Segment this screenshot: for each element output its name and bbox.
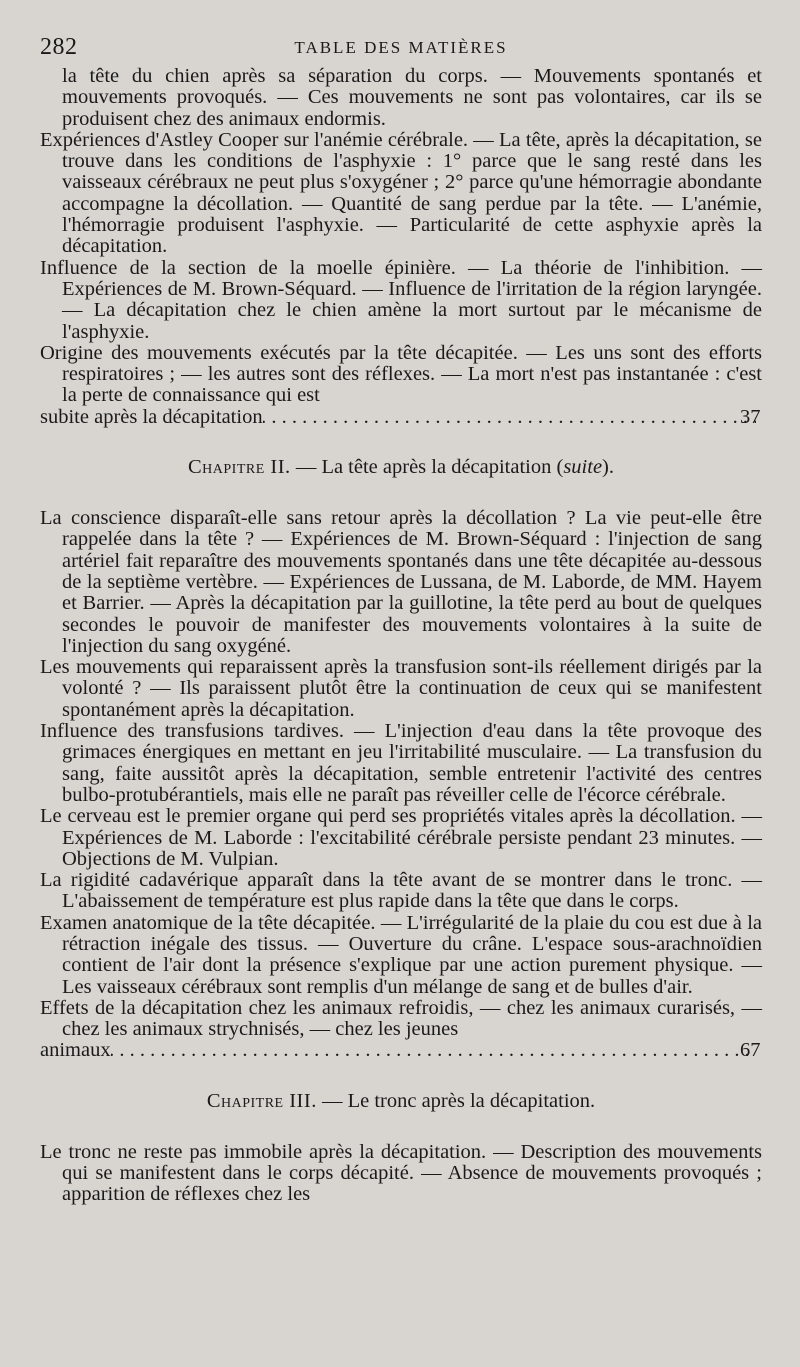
chapter-label: Chapitre II.: [188, 456, 291, 479]
toc-leader-line: [40, 405, 762, 428]
toc-paragraph: Les mouvements qui reparaissent après la transfusion sont-ils réellement dirigés par la volonté ? — Ils paraissent plutôt être la continuation de ceux qui se manifestent spontanément après la décapitation.: [40, 656, 762, 721]
toc-page-number: 37: [740, 405, 761, 428]
running-title: TABLE DES MATIÈRES: [294, 38, 508, 57]
toc-page-number: 67: [740, 1039, 761, 1062]
toc-paragraph: La conscience disparaît-elle sans retour après la décollation ? La vie peut-elle être rappelée dans la tête ? — Expériences de M. Brown-Séquard : l'injection de sang artériel fait reparaître des mouvements spontanés dans une tête décapitée au-dessous de la septième vertèbre. — Expériences de Lussana, de M. Laborde, de MM. Hayem et Barrier. — Après la décapitation par la guillotine, la tête perd au bout de quelques secondes le pouvoir de manifester des mouvements volontaires à la suite de l'injection du sang oxygéné.: [40, 507, 762, 657]
page-number: 282: [40, 34, 78, 60]
chapter-title-close: ).: [602, 456, 614, 479]
toc-paragraph-with-page: [40, 343, 762, 428]
leader-dots: [111, 1040, 756, 1061]
chapter-heading: [40, 1090, 762, 1112]
toc-paragraph: Le cerveau est le premier organe qui perd ses propriétés vitales après la décollation. — Expériences de M. Laborde : l'excitabilité cérébrale persiste pendant 23 minutes. — Objections de M. Vulpian.: [40, 805, 762, 870]
page-header: [40, 30, 762, 66]
chapter-label: Chapitre III.: [206, 1089, 317, 1112]
toc-paragraph: Influence des transfusions tardives. — L'injection d'eau dans la tête provoque des grimaces énergiques en mettant en jeu l'irritabilité musculaire. — La transfusion du sang, faite aussitôt après la décapitation, semble entretenir l'activité des centres bulbo-protubérantiels, mais elle ne paraît pas réveiller celle de l'écorce cérébrale.: [40, 720, 762, 806]
toc-paragraph: la tête du chien après sa séparation du corps. — Mouvements spontanés et mouvements provoqués. — Ces mouvements ne sont pas volontaires, car ils se produisent chez des animaux endormis.: [62, 65, 762, 130]
toc-paragraph-text: Origine des mouvements exécutés par la tête décapitée. — Les uns sont des efforts respiratoires ; — les autres sont des réflexes. — La mort n'est pas instantanée : c'est la perte de connaissance qui est: [40, 341, 762, 407]
toc-leader-line: [40, 1039, 762, 1062]
toc-leader-text: subite après la décapitation: [40, 405, 263, 428]
leader-dots: [263, 407, 756, 428]
toc-paragraph-with-page: [40, 998, 762, 1062]
chapter-title: — Le tronc après la décapitation.: [321, 1089, 596, 1112]
toc-paragraph: Examen anatomique de la tête décapitée. — L'irrégularité de la plaie du cou est due à la rétraction inégale des tissus. — Ouverture du crâne. L'espace sous-arachnoïdien contient de l'air dont la présence s'explique par une action purement physique. — Les vaisseaux cérébraux sont remplis d'un mélange de sang et de bulles d'air.: [40, 911, 762, 998]
toc-paragraph: Le tronc ne reste pas immobile après la décapitation. — Description des mouvements qui se manifestent dans le corps décapité. — Absence de mouvements provoqués ; apparition de réflexes chez les: [40, 1140, 762, 1206]
toc-paragraph-text: Effets de la décapitation chez les animaux refroidis, — chez les animaux curarisés, — chez les animaux strychnisés, — chez les jeunes: [40, 996, 762, 1041]
chapter-title-suite: suite: [563, 456, 603, 479]
chapter-heading: [40, 456, 762, 478]
toc-paragraph: Influence de la section de la moelle épinière. — La théorie de l'inhibition. — Expériences de M. Brown-Séquard. — Influence de l'irritation de la région laryngée. — La décapitation chez le chien amène la mort surtout par le mécanisme de l'asphyxie.: [40, 256, 762, 343]
toc-paragraph: Expériences d'Astley Cooper sur l'anémie cérébrale. — La tête, après la décapitation, se trouve dans les conditions de l'asphyxie : 1° parce que le sang resté dans les vaisseaux cérébraux ne peut plus s'oxygéner ; 2° parce qu'une hémorragie abondante accompagne la décollation. — Quantité de sang perdue par la tête. — L'anémie, l'hémorragie produisent l'asphyxie. — Particularité de cette asphyxie après la décapitation.: [40, 128, 762, 258]
toc-paragraph: La rigidité cadavérique apparaît dans la tête avant de se montrer dans le tronc. — L'abaissement de température est plus rapide dans la tête que dans le corps.: [40, 869, 762, 913]
chapter-title: — La tête après la décapitation (: [295, 456, 564, 479]
toc-leader-text: animaux: [40, 1039, 111, 1062]
